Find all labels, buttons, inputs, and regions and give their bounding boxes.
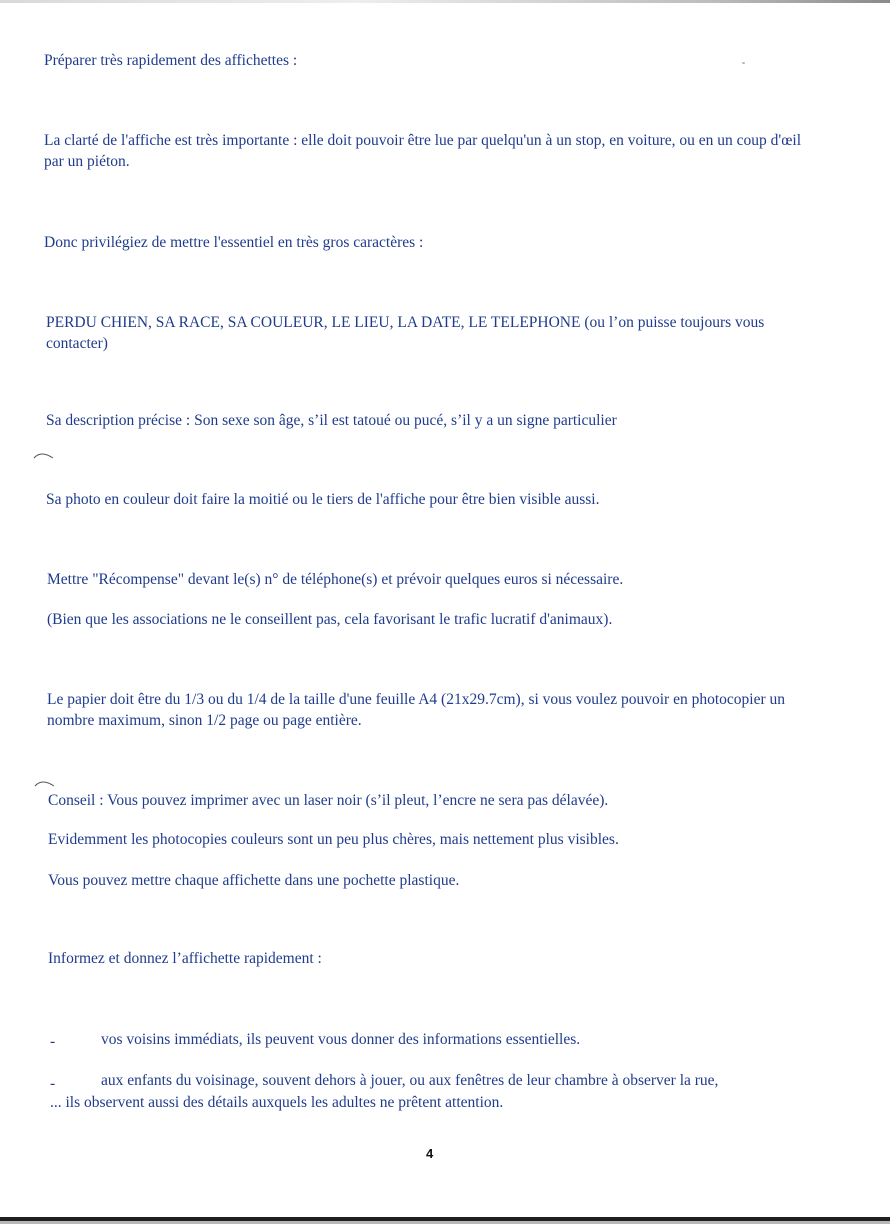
list-item-voisins: vos voisins immédiats, ils peuvent vous donner des informations essentielles. — [101, 1031, 581, 1048]
paragraph-papier: Le papier doit être du 1/3 ou du 1/4 de la taille d'une feuille A4 (21x29.7cm), si vous voulez pouvoir en photocopier un nombre maximum, sinon 1/2 page ou page entière. — [47, 691, 786, 729]
paragraph-clarte: La clarté de l'affiche est très importante : elle doit pouvoir être lue par quelqu'un à un stop, en voiture, ou en un coup d'œil par un piéton. — [44, 132, 802, 170]
scan-top-edge — [0, 0, 890, 3]
scan-hole-mark-icon — [33, 449, 55, 461]
page-number: 4 — [426, 1146, 434, 1161]
paragraph-recompense: Mettre "Récompense" devant le(s) n° de téléphone(s) et prévoir quelques euros si nécessaire. — [47, 571, 624, 588]
paragraph-conseil: Conseil : Vous pouvez imprimer avec un laser noir (s’il pleut, l’encre ne sera pas délavée). — [48, 792, 609, 809]
paragraph-photocopies: Evidemment les photocopies couleurs sont un peu plus chères, mais nettement plus visibles. — [48, 831, 619, 848]
list-item-enfants: aux enfants du voisinage, souvent dehors à jouer, ou aux fenêtres de leur chambre à observer la rue, — [101, 1072, 719, 1089]
list-bullet: - — [50, 1033, 56, 1050]
scan-hole-mark-icon — [34, 777, 56, 789]
paragraph-associations: (Bien que les associations ne le conseillent pas, cela favorisant le trafic lucratif d'animaux). — [47, 611, 613, 628]
scan-speck — [742, 62, 745, 64]
paragraph-essentiel: Donc privilégiez de mettre l'essentiel en très gros caractères : — [44, 234, 424, 251]
paragraph-perdu-chien: PERDU CHIEN, SA RACE, SA COULEUR, LE LIEU, LA DATE, LE TELEPHONE (ou l’on puisse toujours vous contacter) — [46, 314, 765, 352]
paragraph-photo: Sa photo en couleur doit faire la moitié ou le tiers de l'affiche pour être bien visible aussi. — [46, 491, 600, 508]
heading-affichettes: Préparer très rapidement des affichettes : — [44, 52, 298, 69]
list-item-enfants-continuation: ... ils observent aussi des détails auxquels les adultes ne prêtent attention. — [50, 1094, 504, 1111]
paragraph-pochette: Vous pouvez mettre chaque affichette dans une pochette plastique. — [48, 872, 460, 889]
list-bullet: - — [50, 1075, 56, 1092]
paragraph-description: Sa description précise : Son sexe son âge, s’il est tatoué ou pucé, s’il y a un signe particulier — [46, 412, 617, 429]
paragraph-informez: Informez et donnez l’affichette rapidement : — [48, 950, 322, 967]
